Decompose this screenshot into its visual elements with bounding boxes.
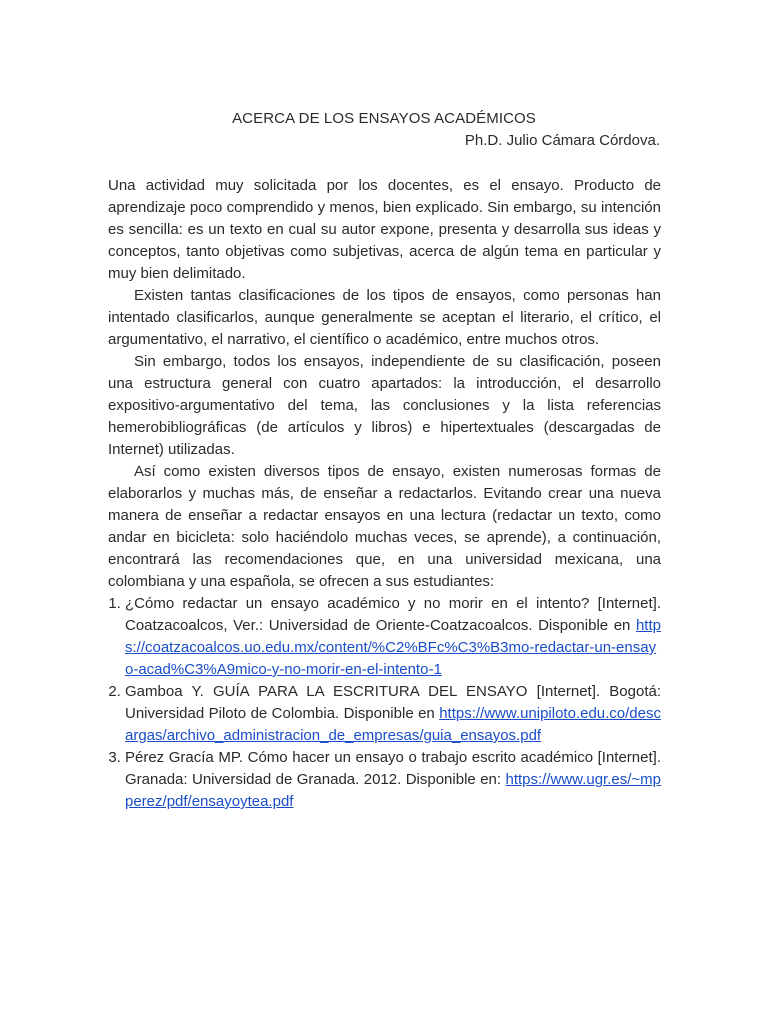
paragraph-classifications: Existen tantas clasificaciones de los tipos de ensayos, como personas han intentado clasificarlos, aunque generalmente se aceptan el literario, el crítico, el argumentativo, el narrativo, el científico o académico, entre muchos otros. [108,287,661,348]
paragraph-structure: Sin embargo, todos los ensayos, independiente de su clasificación, poseen una estructura general con cuatro apartados: la introducción, el desarrollo expositivo-argumentativo del tema, las conclusiones y la lista referencias hemerobibliográficas (de artículos y libros) e hipertextuales (descargadas de Internet) utilizadas. [108,353,661,458]
reference-link[interactable]: https://coatzacoalcos.uo.edu.mx/content/%C2%BFc%C3%B3mo-redactar-un-ensayo-acad%C3%A9mico-y-no-morir-en-el-intento-1 [125,617,661,678]
reference-text: Gamboa Y. GUÍA PARA LA ESCRITURA DEL ENSAYO [Internet]. Bogotá: Universidad Piloto de Colombia. Disponible en [125,683,661,722]
reference-item [125,593,661,681]
paragraph-intro: Una actividad muy solicitada por los docentes, es el ensayo. Producto de aprendizaje poco comprendido y menos, bien explicado. Sin embargo, su intención es sencilla: es un texto en cual su autor expone, presenta y desarrolla sus ideas y conceptos, tanto objetivas como subjetivas, acerca de algún tema en particular y muy bien delimitado. [108,177,661,282]
reference-text: ¿Cómo redactar un ensayo académico y no morir en el intento? [Internet]. Coatzacoalcos, Ver.: Universidad de Oriente-Coatzacoalcos. Disponible en [125,595,661,634]
author-line: Ph.D. Julio Cámara Córdova. [464,132,660,149]
document-body [108,175,661,813]
reference-link[interactable]: https://www.unipiloto.edu.co/descargas/archivo_administracion_de_empresas/guia_ensayos.pdf [125,705,661,744]
reference-list [108,593,661,813]
reference-link[interactable]: https://www.ugr.es/~mpperez/pdf/ensayoytea.pdf [125,771,661,810]
reference-text: Pérez Gracía MP. Cómo hacer un ensayo o trabajo escrito académico [Internet]. Granada: Universidad de Granada. 2012. Disponible en: [125,749,661,788]
document-title: ACERCA DE LOS ENSAYOS ACADÉMICOS [232,110,536,127]
reference-item [125,681,661,747]
paragraph-recommendations: Así como existen diversos tipos de ensayo, existen numerosas formas de elaborarlos y muchas más, de enseñar a redactarlos. Evitando crear una nueva manera de enseñar a redactar ensayos en una lectura (redactar un texto, como andar en bicicleta: solo haciéndolo muchas veces, se aprende), a continuación, encontrará las recomendaciones que, en una universidad mexicana, una colombiana y una española, se ofrecen a sus estudiantes: [108,463,661,590]
reference-item [125,747,661,813]
